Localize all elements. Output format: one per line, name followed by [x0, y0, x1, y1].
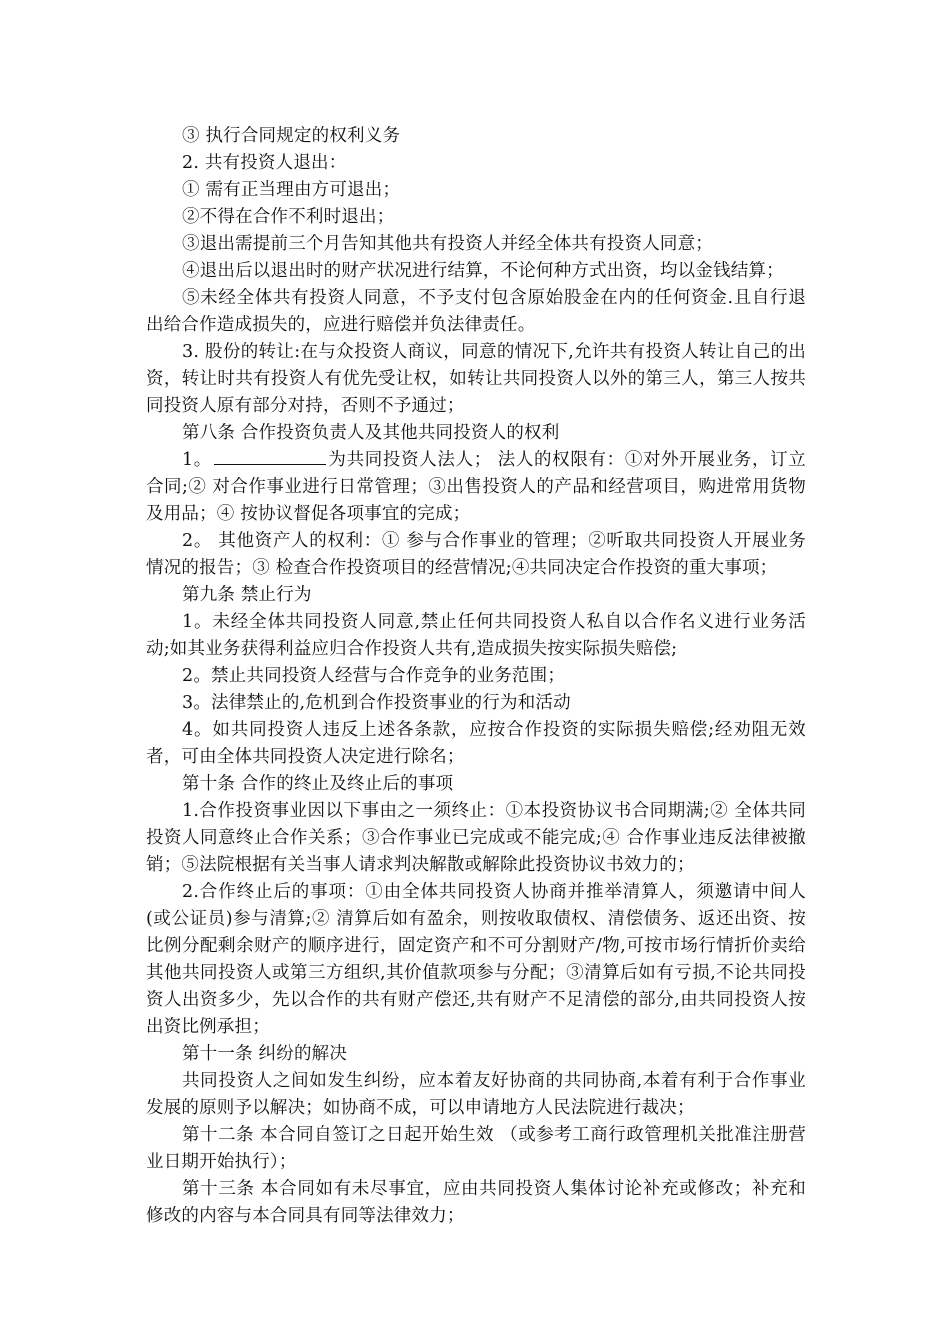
- paragraph: 2. 共有投资人退出：: [182, 153, 347, 173]
- paragraph: ②不得在合作不利时退出；: [182, 207, 395, 227]
- paragraph: ④退出后以退出时的财产状况进行结算，不论何种方式出资，均以金钱结算；: [182, 261, 784, 281]
- article-heading: 第十条 合作的终止及终止后的事项: [182, 774, 454, 794]
- paragraph: ③退出需提前三个月告知其他共有投资人并经全体共有投资人同意；: [182, 234, 713, 254]
- paragraph: 4。如共同投资人违反上述各条款，应按合作投资的实际损失赔偿;经劝阻无效者，可由全体共同投资人决定进行除名；: [146, 720, 806, 767]
- paragraph: ③ 执行合同规定的权利义务: [182, 126, 401, 146]
- paragraph: 第十二条 本合同自签订之日起开始生效 （或参考工商行政管理机关批准注册营业日期开始执行）；: [146, 1125, 806, 1172]
- item-number: 1。: [182, 450, 212, 470]
- article-heading: 第十一条 纠纷的解决: [182, 1044, 348, 1064]
- paragraph: 2。禁止共同投资人经营与合作竞争的业务范围；: [182, 666, 566, 686]
- paragraph: 2.合作终止后的事项：①由全体共同投资人协商并推举清算人，须邀请中间人(或公证员)参与清算;② 清算后如有盈余，则按收取债权、清偿债务、返还出资、按比例分配剩余财产的顺序进行，固定资产和不可分割财产/物,可按市场行情折价卖给其他共同投资人或第三方组织,其价值款项参与分配；③清算后如有亏损,不论共同投资人出资多少，先以合作的共有财产偿还,共有财产不足清偿的部分,由共同投资人按出资比例承担；: [146, 882, 806, 1037]
- paragraph-text: 为共同投资人法人； 法人的权限有：①对外开展业务，订立合同;② 对合作事业进行日常管理；③出售投资人的产品和经营项目，购进常用货物及用品；④ 按协议督促各项事宜的完成；: [146, 450, 806, 524]
- paragraph: 共同投资人之间如发生纠纷，应本着友好协商的共同协商,本着有利于合作事业发展的原则予以解决；如协商不成，可以申请地方人民法院进行裁决；: [146, 1071, 806, 1118]
- paragraph-with-blank: [146, 447, 806, 528]
- fill-in-blank: [214, 448, 326, 465]
- article-heading: 第九条 禁止行为: [182, 585, 312, 605]
- paragraph: ① 需有正当理由方可退出；: [182, 180, 401, 200]
- paragraph: 3。法律禁止的,危机到合作投资事业的行为和活动: [182, 693, 571, 713]
- article-heading: 第八条 合作投资负责人及其他共同投资人的权利: [182, 423, 560, 443]
- paragraph: 第十三条 本合同如有未尽事宜，应由共同投资人集体讨论补充或修改；补充和修改的内容与本合同具有同等法律效力；: [146, 1179, 806, 1226]
- paragraph: 1。未经全体共同投资人同意,禁止任何共同投资人私自以合作名义进行业务活动;如其业务获得利益应归合作投资人共有,造成损失按实际损失赔偿;: [146, 612, 806, 659]
- paragraph: ⑤未经全体共有投资人同意，不予支付包含原始股金在内的任何资金.且自行退出给合作造成损失的，应进行赔偿并负法律责任。: [146, 288, 806, 335]
- paragraph: 1.合作投资事业因以下事由之一须终止：①本投资协议书合同期满;② 全体共同投资人同意终止合作关系；③合作事业已完成或不能完成;④ 合作事业违反法律被撤销；⑤法院根据有关当事人请求判决解散或解除此投资协议书效力的；: [146, 801, 806, 875]
- document-body: [146, 123, 806, 1230]
- paragraph: 3. 股份的转让:在与众投资人商议，同意的情况下,允许共有投资人转让自己的出资，转让时共有投资人有优先受让权，如转让共同投资人以外的第三人，第三人按共同投资人原有部分对持，否则不予通过；: [146, 342, 806, 416]
- paragraph: 2。 其他资产人的权利：① 参与合作事业的管理；②听取共同投资人开展业务情况的报告；③ 检查合作投资项目的经营情况;④共同决定合作投资的重大事项；: [146, 531, 806, 578]
